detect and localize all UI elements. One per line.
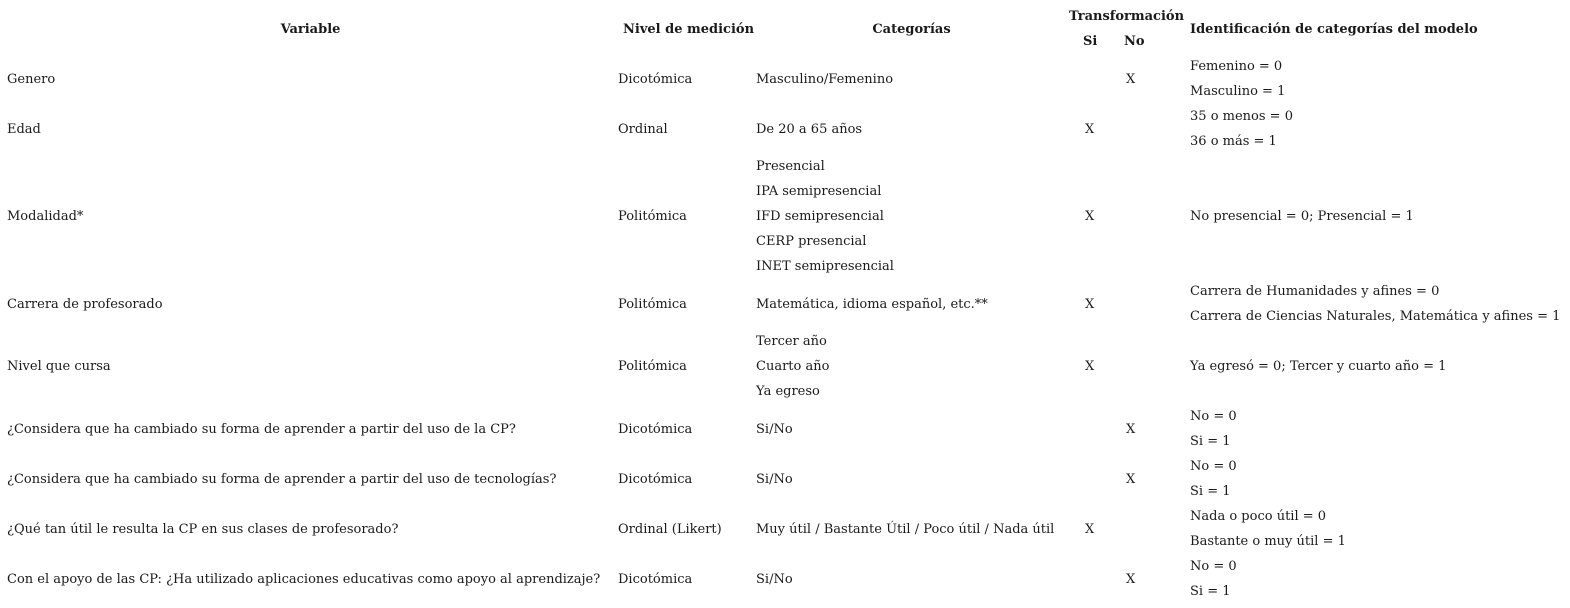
identificacion-cell bbox=[1190, 504, 1565, 554]
transformacion-si-cell: X bbox=[1085, 521, 1095, 537]
identificacion-line: No = 0 bbox=[1190, 559, 1237, 574]
categoria-line: De 20 a 65 años bbox=[756, 121, 863, 137]
table-row bbox=[5, 154, 1565, 279]
transformacion-no-cell: X bbox=[1126, 471, 1136, 487]
identificacion-cell bbox=[1190, 154, 1565, 279]
nivel-cell: Ordinal (Likert) bbox=[618, 521, 722, 537]
transformacion-si-cell: X bbox=[1085, 296, 1095, 312]
identificacion-line: Femenino = 0 bbox=[1190, 59, 1283, 74]
transformacion-no-cell bbox=[1110, 154, 1190, 279]
identificacion-cell bbox=[1190, 329, 1565, 404]
categoria-line: Matemática, idioma español, etc.** bbox=[756, 296, 988, 312]
transformacion-no-cell: X bbox=[1126, 71, 1136, 87]
transformacion-si-cell bbox=[1069, 54, 1110, 104]
transformacion-si-cell bbox=[1069, 454, 1110, 504]
table-row bbox=[5, 279, 1565, 329]
nivel-cell: Dicotómica bbox=[618, 571, 693, 587]
transformacion-si-cell: X bbox=[1085, 121, 1095, 137]
categorias-cell bbox=[754, 404, 1069, 454]
nivel-cell: Politómica bbox=[618, 209, 687, 224]
table-row bbox=[5, 329, 1565, 404]
variables-table bbox=[5, 4, 1565, 604]
identificacion-line: Si = 1 bbox=[1190, 484, 1231, 499]
identificacion-cell bbox=[1190, 54, 1565, 104]
variable-cell: ¿Considera que ha cambiado su forma de aprender a partir del uso de tecnologías? bbox=[7, 471, 557, 487]
variable-cell: Con el apoyo de las CP: ¿Ha utilizado aplicaciones educativas como apoyo al aprendizaje? bbox=[7, 571, 601, 587]
categoria-line: Muy útil / Bastante Útil / Poco útil / Nada útil bbox=[756, 521, 1055, 537]
identificacion-line: No presencial = 0; Presencial = 1 bbox=[1190, 209, 1414, 224]
categoria-line: IFD semipresencial bbox=[756, 209, 884, 224]
categoria-line: Cuarto año bbox=[756, 359, 830, 374]
categoria-line: Si/No bbox=[756, 421, 793, 437]
identificacion-cell bbox=[1190, 279, 1565, 329]
variable-cell: Carrera de profesorado bbox=[7, 296, 163, 312]
identificacion-line: Carrera de Ciencias Naturales, Matemática y afines = 1 bbox=[1190, 309, 1561, 324]
categorias-cell bbox=[754, 54, 1069, 104]
table-row bbox=[5, 404, 1565, 454]
identificacion-line: Masculino = 1 bbox=[1190, 84, 1286, 99]
table-row bbox=[5, 504, 1565, 554]
categoria-line: IPA semipresencial bbox=[756, 184, 882, 199]
variable-cell: Modalidad* bbox=[7, 209, 84, 224]
header-transformacion: Transformación bbox=[1069, 9, 1185, 24]
identificacion-cell bbox=[1190, 454, 1565, 504]
categorias-cell bbox=[754, 154, 1069, 279]
identificacion-line: Si = 1 bbox=[1190, 584, 1231, 599]
table-row bbox=[5, 554, 1565, 604]
header-categorias: Categorías bbox=[872, 21, 951, 37]
identificacion-line: 35 o menos = 0 bbox=[1190, 109, 1293, 124]
nivel-cell: Politómica bbox=[618, 296, 687, 312]
categoria-line: Si/No bbox=[756, 571, 793, 587]
variable-cell: ¿Considera que ha cambiado su forma de aprender a partir del uso de la CP? bbox=[7, 421, 516, 437]
identificacion-line: No = 0 bbox=[1190, 409, 1237, 424]
transformacion-no-cell: X bbox=[1126, 421, 1136, 437]
identificacion-line: Nada o poco útil = 0 bbox=[1190, 509, 1327, 524]
categoria-line: Presencial bbox=[756, 159, 825, 174]
header-si: Si bbox=[1083, 34, 1098, 49]
transformacion-si-cell bbox=[1069, 554, 1110, 604]
nivel-cell: Dicotómica bbox=[618, 71, 693, 87]
identificacion-line: Ya egresó = 0; Tercer y cuarto año = 1 bbox=[1190, 359, 1447, 374]
table-header bbox=[5, 4, 1565, 54]
header-nivel: Nivel de medición bbox=[623, 21, 755, 37]
categorias-cell bbox=[754, 104, 1069, 154]
nivel-cell: Dicotómica bbox=[618, 471, 693, 487]
categorias-cell bbox=[754, 554, 1069, 604]
table-body bbox=[5, 54, 1565, 604]
identificacion-line: 36 o más = 1 bbox=[1190, 134, 1277, 149]
identificacion-line: No = 0 bbox=[1190, 459, 1237, 474]
identificacion-line: Si = 1 bbox=[1190, 434, 1231, 449]
variable-cell: ¿Qué tan útil le resulta la CP en sus clases de profesorado? bbox=[7, 521, 399, 537]
identificacion-cell bbox=[1190, 554, 1565, 604]
transformacion-no-cell bbox=[1110, 104, 1190, 154]
transformacion-no-cell bbox=[1110, 279, 1190, 329]
table-row bbox=[5, 104, 1565, 154]
nivel-cell: Dicotómica bbox=[618, 421, 693, 437]
categoria-line: Ya egreso bbox=[756, 384, 820, 399]
categorias-cell bbox=[754, 504, 1069, 554]
categoria-line: Masculino/Femenino bbox=[756, 71, 894, 87]
variable-cell: Edad bbox=[7, 121, 41, 137]
categorias-cell bbox=[754, 279, 1069, 329]
header-identificacion: Identificación de categorías del modelo bbox=[1190, 21, 1478, 37]
categorias-cell bbox=[754, 454, 1069, 504]
nivel-cell: Ordinal bbox=[618, 121, 668, 137]
identificacion-cell bbox=[1190, 104, 1565, 154]
transformacion-si-cell: X bbox=[1085, 209, 1095, 224]
identificacion-line: Carrera de Humanidades y afines = 0 bbox=[1190, 284, 1440, 299]
categoria-line: Si/No bbox=[756, 471, 793, 487]
categorias-cell bbox=[754, 329, 1069, 404]
header-variable: Variable bbox=[280, 21, 341, 37]
identificacion-cell bbox=[1190, 404, 1565, 454]
variable-cell: Nivel que cursa bbox=[7, 359, 111, 374]
transformacion-si-cell bbox=[1069, 404, 1110, 454]
nivel-cell: Politómica bbox=[618, 359, 687, 374]
transformacion-no-cell bbox=[1110, 504, 1190, 554]
categoria-line: INET semipresencial bbox=[756, 259, 894, 274]
transformacion-no-cell bbox=[1110, 329, 1190, 404]
identificacion-line: Bastante o muy útil = 1 bbox=[1190, 534, 1346, 549]
transformacion-si-cell: X bbox=[1085, 359, 1095, 374]
categoria-line: Tercer año bbox=[756, 334, 827, 349]
header-no: No bbox=[1124, 34, 1145, 49]
variable-cell: Genero bbox=[7, 71, 56, 87]
table-row bbox=[5, 54, 1565, 104]
transformacion-no-cell: X bbox=[1126, 571, 1136, 587]
categoria-line: CERP presencial bbox=[756, 234, 867, 249]
table-row bbox=[5, 454, 1565, 504]
